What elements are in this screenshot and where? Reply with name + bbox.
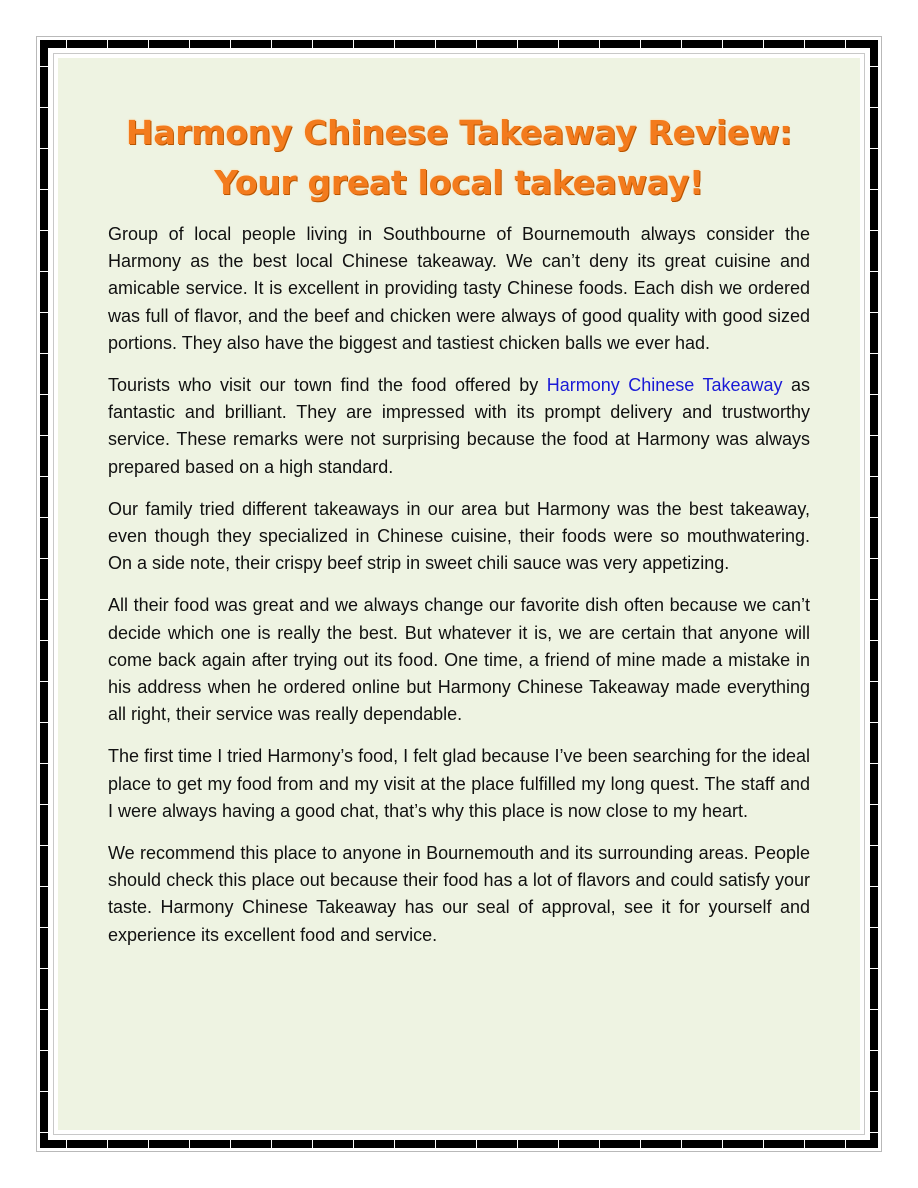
frame-tick <box>870 271 878 272</box>
frame-tick <box>476 40 477 48</box>
frame-tick <box>870 1132 878 1133</box>
frame-tick <box>640 1140 641 1148</box>
frame-tick <box>870 353 878 354</box>
frame-tick <box>517 40 518 48</box>
frame-tick <box>40 1050 48 1051</box>
frame-tick <box>435 40 436 48</box>
paragraph-1: Group of local people living in Southbourne of Bournemouth always consider the Harmony as the best local Chinese takeaway. We can’t deny its great cuisine and amicable service. It is excellent in providing tasty Chinese foods. Each dish we ordered was full of flavor, and the beef and chicken were always of good quality with good sized portions. They also have the biggest and tastiest chicken balls we ever had. <box>108 224 810 353</box>
frame-tick <box>40 722 48 723</box>
frame-tick <box>870 517 878 518</box>
frame-tick <box>870 435 878 436</box>
paragraph-6: We recommend this place to anyone in Bournemouth and its surrounding areas. People should check this place out because their food has a lot of flavors and could satisfy your taste. Harmony Chinese Takeaway has our seal of approval, see it for yourself and experience its excellent food and service. <box>108 843 810 945</box>
paragraph-5: The first time I tried Harmony’s food, I felt glad because I’ve been searching for the ideal place to get my food from and my visit at the place fulfilled my long quest. The staff and I were always having a good chat, that’s why this place is now close to my heart. <box>108 746 810 821</box>
article-body <box>108 221 810 964</box>
frame-tick <box>640 40 641 48</box>
paragraph-3: Our family tried different takeaways in our area but Harmony was the best takeaway, even though they specialized in Chinese cuisine, their foods were so mouthwatering. On a side note, their crispy beef strip in sweet chili sauce was very appetizing. <box>108 498 810 574</box>
frame-tick <box>148 40 149 48</box>
frame-tick <box>40 189 48 190</box>
frame-tick <box>558 1140 559 1148</box>
frame-tick <box>353 1140 354 1148</box>
paragraph-2-intro: Tourists who visit our town find the food offered by <box>108 375 547 396</box>
frame-tick <box>870 845 878 846</box>
frame-tick <box>870 681 878 682</box>
frame-tick <box>40 886 48 887</box>
frame-tick <box>870 968 878 969</box>
frame-tick <box>845 1140 846 1148</box>
frame-tick <box>40 107 48 108</box>
frame-tick <box>40 66 48 67</box>
frame-tick <box>40 148 48 149</box>
paragraph-2 <box>108 372 810 481</box>
frame-tick <box>870 558 878 559</box>
frame-tick <box>40 640 48 641</box>
frame-tick <box>40 845 48 846</box>
harmony-link[interactable]: Harmony Chinese Takeaway <box>546 375 783 396</box>
frame-tick <box>189 1140 190 1148</box>
frame-tick <box>722 40 723 48</box>
frame-tick <box>394 40 395 48</box>
frame-tick <box>312 40 313 48</box>
paragraph-2-rest: as fantastic and brilliant. They are impressed with its prompt delivery and trustworthy service. These remarks were not surprising because the food at Harmony was always prepared based on a high standard. <box>108 375 811 477</box>
frame-tick <box>558 40 559 48</box>
frame-tick <box>681 1140 682 1148</box>
frame-tick <box>40 1009 48 1010</box>
frame-tick <box>870 230 878 231</box>
frame-tick <box>435 1140 436 1148</box>
frame-tick <box>722 1140 723 1148</box>
frame-tick <box>40 681 48 682</box>
frame-tick <box>40 1132 48 1133</box>
frame-tick <box>394 1140 395 1148</box>
frame-tick <box>40 1091 48 1092</box>
frame-tick <box>40 763 48 764</box>
frame-tick <box>40 394 48 395</box>
frame-tick <box>66 40 67 48</box>
frame-tick <box>40 435 48 436</box>
frame-tick <box>189 40 190 48</box>
frame-tick <box>40 517 48 518</box>
frame-tick <box>40 230 48 231</box>
frame-tick <box>845 40 846 48</box>
frame-tick <box>870 107 878 108</box>
frame-tick <box>599 1140 600 1148</box>
frame-tick <box>517 1140 518 1148</box>
frame-tick <box>870 722 878 723</box>
frame-tick <box>271 40 272 48</box>
frame-tick <box>40 271 48 272</box>
frame-tick <box>763 1140 764 1148</box>
frame-tick <box>40 476 48 477</box>
title-line-2: Your great local takeaway! <box>214 163 704 202</box>
frame-tick <box>40 353 48 354</box>
frame-tick <box>148 1140 149 1148</box>
frame-tick <box>870 66 878 67</box>
frame-tick <box>870 927 878 928</box>
frame-tick <box>870 1050 878 1051</box>
frame-tick <box>870 804 878 805</box>
frame-tick <box>870 189 878 190</box>
frame-tick <box>804 1140 805 1148</box>
frame-tick <box>870 599 878 600</box>
frame-tick <box>870 148 878 149</box>
frame-tick <box>40 558 48 559</box>
document-title <box>108 108 810 208</box>
paragraph-4: All their food was great and we always change our favorite dish often because we can’t decide which one is really the best. But whatever it is, we are certain that anyone will come back again after trying out its food. One time, a friend of mine made a mistake in his address when he ordered online but Harmony Chinese Takeaway made everything all right, their service was really dependable. <box>108 595 810 725</box>
frame-tick <box>40 312 48 313</box>
frame-tick <box>870 763 878 764</box>
frame-tick <box>353 40 354 48</box>
frame-tick <box>312 1140 313 1148</box>
frame-tick <box>66 1140 67 1148</box>
frame-tick <box>763 40 764 48</box>
frame-tick <box>40 599 48 600</box>
frame-tick <box>107 1140 108 1148</box>
frame-tick <box>230 40 231 48</box>
frame-tick <box>230 1140 231 1148</box>
frame-tick <box>271 1140 272 1148</box>
frame-tick <box>870 886 878 887</box>
frame-tick <box>870 640 878 641</box>
frame-tick <box>870 394 878 395</box>
frame-tick <box>476 1140 477 1148</box>
frame-tick <box>804 40 805 48</box>
frame-tick <box>870 1091 878 1092</box>
frame-tick <box>40 968 48 969</box>
frame-tick <box>681 40 682 48</box>
frame-tick <box>870 312 878 313</box>
frame-tick <box>870 476 878 477</box>
frame-tick <box>40 927 48 928</box>
title-line-1: Harmony Chinese Takeaway Review: <box>125 113 793 152</box>
frame-tick <box>870 1009 878 1010</box>
frame-tick <box>40 804 48 805</box>
frame-tick <box>107 40 108 48</box>
frame-tick <box>599 40 600 48</box>
